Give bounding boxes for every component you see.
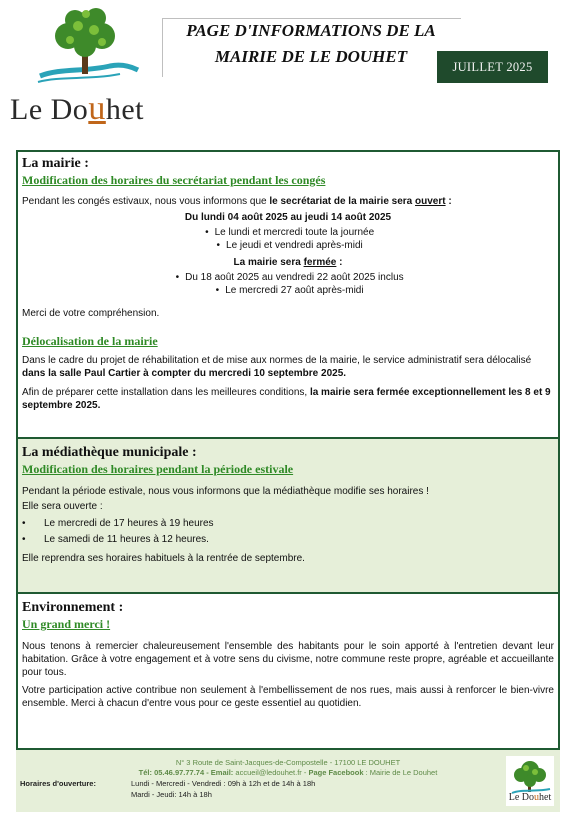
footer-address: N° 3 Route de Saint-Jacques-de-Compostelle - 17100 LE DOUHET: [175, 758, 401, 767]
mediatheque-p2: Elle sera ouverte :: [22, 501, 103, 512]
list-item: • Le mercredi de 17 heures à 19 heures: [22, 518, 214, 529]
environnement-p2: Votre participation active contribue non seulement à l'embellissement de nos rues, mais aussi à renforcer le bien-vivre ensemble. Merci à chacun d'entre vous pour ce geste essentiel au quotidien.: [22, 685, 554, 709]
footer-hours-label: Horaires d'ouverture:: [20, 779, 96, 788]
closed-heading: La mairie sera fermée :: [233, 257, 343, 268]
logo-tree-icon: [30, 6, 140, 86]
mediatheque-subtitle: Modification des horaires pendant la période estivale: [22, 462, 294, 476]
date-badge: JUILLET 2025: [437, 51, 548, 83]
footer-hours-line-2: Mardi - Jeudi: 14h à 18h: [131, 790, 212, 799]
list-item: • Le jeudi et vendredi après-midi: [216, 240, 363, 251]
logo-wordmark: Le Douhet: [10, 90, 144, 127]
environnement-p1: Nous tenons à remercier chaleureusement l'ensemble des habitants pour le soin apporté à l'entretien devant leur habitation. Grâce à votre engagement et à votre sens du civisme, notre commune reste propre, agréable et accueillante pour tous.: [22, 641, 554, 678]
reloc-title: Délocalisation de la mairie: [22, 334, 158, 348]
mairie-intro: Pendant les congés estivaux, nous vous informons que le secrétariat de la mairie sera ouvert :: [22, 196, 452, 207]
footer-hours-line-1: Lundi - Mercredi - Vendredi : 09h à 12h et de 14h à 18h: [131, 779, 316, 788]
footer-contact: Tél: 05.46.97.77.74 - Email: accueil@ledouhet.fr - Page Facebook : Mairie de Le Douhet: [138, 768, 438, 777]
section-environnement: [16, 594, 560, 750]
closed-list: [22, 271, 554, 297]
mediatheque-list: [22, 517, 554, 546]
list-item: • Le samedi de 11 heures à 12 heures.: [22, 534, 209, 545]
section-mediatheque: [16, 439, 560, 594]
open-period: Du lundi 04 août 2025 au jeudi 14 août 2025: [184, 212, 392, 223]
page-title: PAGE D'INFORMATIONS DE LA MAIRIE DE LE DOUHET: [186, 21, 436, 66]
footer-logo: Le Douhet: [506, 756, 554, 806]
mairie-title: La mairie :: [22, 156, 89, 171]
reloc-paragraph-1: Dans le cadre du projet de réhabilitation et de mise aux normes de la mairie, le service administratif sera délocalisé dans la salle Paul Cartier à compter du mercredi 10 septembre 2025.: [22, 355, 532, 379]
environnement-subtitle: Un grand merci !: [22, 617, 111, 631]
mairie-thanks: Merci de votre compréhension.: [22, 308, 160, 319]
list-item: • Le mercredi 27 août après-midi: [215, 285, 364, 296]
open-list: [22, 226, 554, 252]
list-item: • Du 18 août 2025 au vendredi 22 août 2025 inclus: [175, 272, 404, 283]
mediatheque-title: La médiathèque municipale :: [22, 445, 197, 460]
mairie-subtitle: Modification des horaires du secrétariat pendant les congés: [22, 173, 326, 187]
mediatheque-p1: Pendant la période estivale, nous vous informons que la médiathèque modifie ses horaires !: [22, 486, 429, 497]
list-item: • Le lundi et mercredi toute la journée: [205, 227, 375, 238]
mediatheque-p3: Elle reprendra ses horaires habituels à la rentrée de septembre.: [22, 553, 305, 564]
reloc-paragraph-2: Afin de préparer cette installation dans les meilleures conditions, la mairie sera fermée exceptionnellement les 8 et 9 septembre 2025.: [22, 387, 551, 411]
environnement-title: Environnement :: [22, 600, 124, 615]
section-mairie: [16, 150, 560, 439]
